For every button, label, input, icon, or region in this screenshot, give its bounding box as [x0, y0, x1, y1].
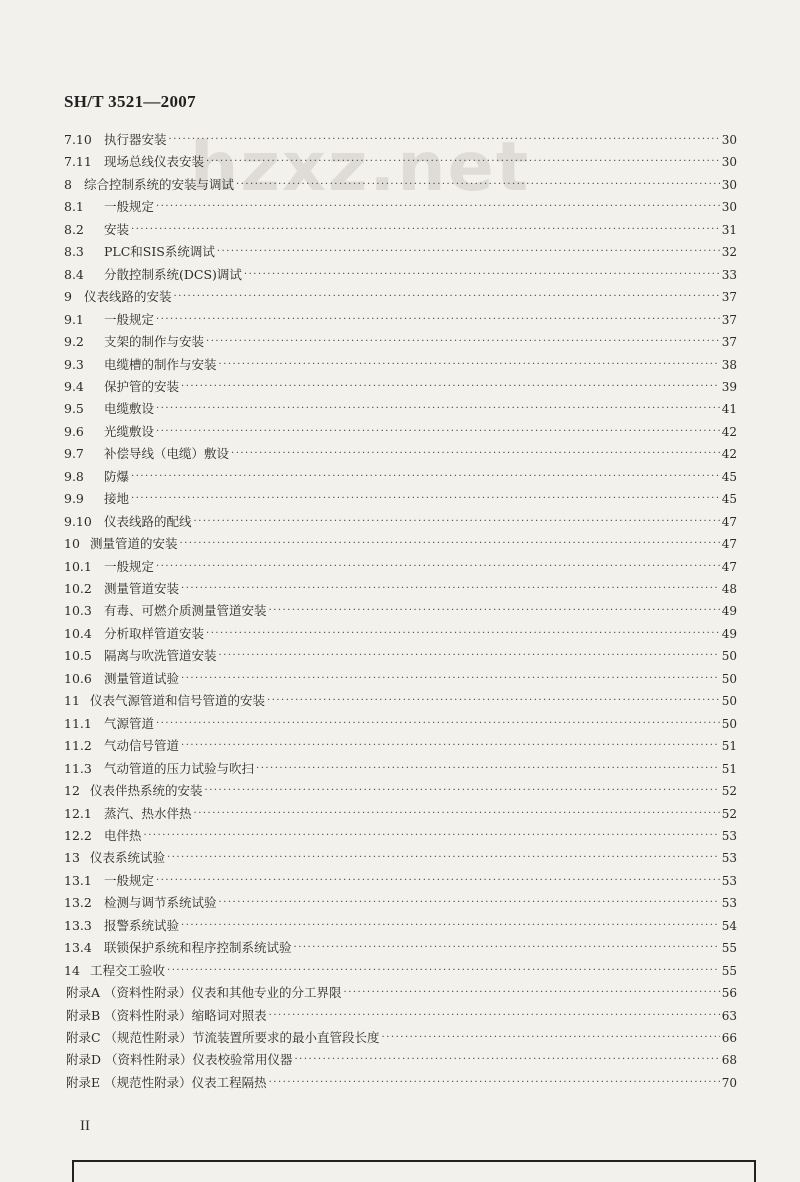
toc-entry-number: 14: [64, 962, 80, 978]
toc-dot-leader: [206, 152, 720, 172]
toc-entry-page: 68: [721, 1053, 737, 1068]
toc-entry-number: 13.4: [64, 940, 92, 956]
toc-entry-number: 8: [64, 176, 72, 192]
toc-entry-page: 38: [721, 357, 737, 372]
toc-entry-number: 9.8: [64, 468, 84, 484]
toc-entry-page: 31: [721, 222, 737, 237]
toc-entry-number: 8.3: [64, 244, 84, 260]
toc-entry-page: 55: [721, 941, 737, 956]
toc-dot-leader: [144, 826, 720, 846]
toc-entry-page: 70: [721, 1075, 737, 1090]
toc-entry-title: 电伴热: [104, 827, 142, 843]
toc-entry-page: 30: [721, 177, 737, 192]
toc-entry: [64, 1073, 737, 1093]
toc-dot-leader: [206, 624, 720, 644]
toc-dot-leader: [181, 377, 720, 397]
toc-entry-page: 39: [721, 379, 737, 394]
toc-entry-page: 50: [721, 694, 737, 709]
toc-entry-number: 8.4: [64, 266, 84, 282]
toc-entry: [64, 781, 737, 801]
toc-dot-leader: [294, 938, 720, 958]
toc-entry-title: 测量管道试验: [104, 670, 180, 686]
toc-entry-page: 30: [721, 133, 737, 147]
toc-entry-number: 11.1: [64, 715, 92, 731]
toc-entry: [64, 624, 737, 644]
toc-dot-leader: [217, 242, 720, 262]
toc-entry-number: 13: [64, 850, 80, 866]
toc-entry: [64, 579, 737, 599]
watermark: hzxz.net: [190, 128, 531, 207]
toc-dot-leader: [194, 804, 720, 824]
toc-entry-number: 10.3: [64, 603, 92, 619]
toc-entry-page: 53: [721, 851, 737, 866]
toc-dot-leader: [181, 916, 720, 936]
toc-entry-number: 13.3: [64, 917, 92, 933]
toc-entry-title: 接地: [104, 491, 130, 507]
toc-dot-leader: [344, 983, 720, 1003]
toc-entry-number: 9.4: [64, 378, 84, 394]
toc-entry: [64, 512, 737, 532]
toc-entry-page: 53: [721, 896, 737, 911]
toc-entry-number: 7.11: [64, 154, 92, 170]
toc-dot-leader: [156, 310, 720, 330]
toc-dot-leader: [244, 265, 720, 285]
toc-entry-page: 52: [721, 784, 737, 799]
toc-entry-page: 32: [721, 245, 737, 260]
toc-dot-leader: [194, 512, 720, 532]
toc-entry: [64, 399, 737, 419]
toc-entry-page: 37: [721, 290, 737, 305]
toc-dot-leader: [131, 489, 720, 509]
toc-entry-page: 45: [721, 492, 737, 507]
toc-entry-page: 42: [721, 424, 737, 439]
toc-entry: [64, 242, 737, 262]
page-number: II: [80, 1118, 90, 1134]
toc-entry-title: 有毒、可燃介质测量管道安装: [104, 603, 267, 619]
toc-dot-leader: [236, 175, 720, 195]
toc-entry-page: 37: [721, 312, 737, 327]
toc-entry-title: 仪表气源管道和信号管道的安装: [90, 693, 266, 709]
toc-entry-number: 10.1: [64, 558, 92, 574]
toc-entry-page: 66: [721, 1031, 737, 1045]
toc-entry-page: 52: [721, 806, 737, 821]
toc-dot-leader: [181, 579, 720, 599]
toc-dot-leader: [131, 467, 720, 487]
toc-entry-number: 8.2: [64, 221, 84, 237]
toc-entry-title: 支架的制作与安装: [104, 334, 205, 350]
toc-dot-leader: [205, 781, 720, 801]
toc-entry-page: 41: [721, 402, 737, 417]
toc-entry-title: 检测与调节系统试验: [104, 895, 217, 911]
toc-entry-title: 附录E （规范性附录）仪表工程隔热: [66, 1074, 267, 1090]
toc-entry-number: 10.2: [64, 581, 92, 596]
toc-entry-number: 10.5: [64, 648, 92, 664]
toc-entry: [64, 669, 737, 689]
toc-dot-leader: [231, 444, 720, 464]
toc-entry-title: 工程交工验收: [90, 962, 166, 978]
toc-entry-title: 附录C （规范性附录）节流装置所要求的最小直管段长度: [66, 1030, 380, 1045]
toc-entry: [64, 130, 737, 150]
toc-entry-page: 47: [721, 559, 737, 574]
toc-entry-number: 12.2: [64, 827, 92, 843]
toc-entry-title: 仪表线路的安装: [84, 289, 172, 305]
toc-entry-number: 10.4: [64, 625, 92, 641]
toc-entry-page: 30: [721, 155, 737, 170]
toc-entry-title: 电缆槽的制作与安装: [104, 356, 217, 372]
toc-entry-title: 仪表伴热系统的安装: [90, 783, 203, 799]
toc-entry-page: 47: [721, 537, 737, 552]
toc-entry-number: 9: [64, 289, 72, 305]
toc-dot-leader: [219, 355, 720, 375]
toc-entry-page: 45: [721, 469, 737, 484]
toc-entry-title: 气源管道: [104, 715, 155, 731]
toc-entry-number: 9.10: [64, 513, 92, 529]
toc-entry-number: 7.10: [64, 132, 92, 147]
toc-entry-title: 联锁保护系统和程序控制系统试验: [104, 940, 292, 956]
toc-entry: [64, 265, 737, 285]
toc-entry-title: 执行器安装: [104, 132, 167, 147]
toc-entry: [64, 534, 737, 554]
toc-dot-leader: [174, 287, 720, 307]
toc-entry-number: 9.6: [64, 423, 84, 439]
toc-entry-title: 一般规定: [104, 311, 155, 327]
toc-entry-title: 蒸汽、热水伴热: [104, 805, 192, 821]
standard-code-header: SH/T 3521—2007: [64, 92, 196, 111]
toc-entry-page: 49: [721, 604, 737, 619]
toc-dot-leader: [156, 197, 720, 217]
toc-entry-number: 9.9: [64, 491, 84, 507]
toc-entry: [64, 175, 737, 195]
toc-dot-leader: [156, 422, 720, 442]
toc-entry-number: 9.1: [64, 311, 84, 327]
bottom-border-box: [72, 1160, 756, 1182]
toc-dot-leader: [269, 1006, 720, 1026]
toc-entry: [64, 422, 737, 442]
toc-entry-title: PLC和SIS系统调试: [104, 244, 215, 260]
toc-entry-title: 综合控制系统的安装与调试: [84, 176, 235, 192]
toc-entry: [64, 961, 737, 981]
toc-dot-leader: [269, 1073, 720, 1093]
toc-entry-number: 8.1: [64, 199, 84, 215]
toc-entry-page: 63: [721, 1008, 737, 1023]
toc-entry: [64, 871, 737, 891]
toc-dot-leader: [295, 1050, 720, 1070]
toc-dot-leader: [156, 399, 720, 419]
toc-entry: [64, 714, 737, 734]
toc-entry-title: 气动信号管道: [104, 738, 180, 754]
toc-entry-page: 30: [721, 200, 737, 215]
toc-entry-number: 12.1: [64, 805, 92, 821]
toc-entry-title: 测量管道安装: [104, 581, 180, 596]
toc-dot-leader: [206, 332, 720, 352]
toc-entry: [64, 310, 737, 330]
toc-dot-leader: [156, 714, 720, 734]
toc-entry: [64, 736, 737, 756]
toc-entry-title: 安装: [104, 221, 130, 237]
toc-entry-number: 11.3: [64, 760, 92, 776]
toc-entry-title: 仪表系统试验: [90, 850, 166, 866]
toc-dot-leader: [167, 848, 720, 868]
toc-entry-page: 37: [721, 335, 737, 350]
toc-entry: [64, 1050, 737, 1070]
toc-entry-page: 50: [721, 649, 737, 664]
toc-entry-page: 51: [721, 761, 737, 776]
toc-entry-title: 附录A （资料性附录）仪表和其他专业的分工界限: [66, 985, 342, 1001]
toc-entry-number: 9.3: [64, 356, 84, 372]
toc-entry: [64, 287, 737, 307]
toc-entry-page: 56: [721, 986, 737, 1001]
toc-dot-leader: [267, 691, 720, 711]
toc-entry-page: 53: [721, 828, 737, 843]
toc-dot-leader: [180, 534, 720, 554]
toc-entry: [64, 759, 737, 779]
toc-entry-title: 一般规定: [104, 872, 155, 888]
toc-entry-title: 分析取样管道安装: [104, 625, 205, 641]
toc-entry-page: 50: [721, 716, 737, 731]
toc-dot-leader: [167, 961, 720, 981]
toc-entry-title: 光缆敷设: [104, 423, 155, 439]
toc-entry-number: 9.7: [64, 446, 84, 462]
toc-entry-title: 附录B （资料性附录）缩略词对照表: [66, 1007, 267, 1023]
toc-entry: [64, 197, 737, 217]
toc-entry-title: 仪表线路的配线: [104, 513, 192, 529]
toc-dot-leader: [181, 669, 720, 689]
toc-entry-page: 53: [721, 873, 737, 888]
toc-entry: [64, 152, 737, 172]
toc-entry: [64, 377, 737, 397]
toc-entry-title: 电缆敷设: [104, 401, 155, 417]
toc-entry-number: 10: [64, 536, 80, 552]
toc-entry-title: 分散控制系统(DCS)调试: [104, 266, 242, 282]
toc-entry-page: 42: [721, 447, 737, 462]
toc-entry: [64, 220, 737, 240]
toc-entry-number: 12: [64, 783, 80, 799]
toc-dot-leader: [269, 601, 720, 621]
toc-entry-title: 报警系统试验: [104, 917, 180, 933]
toc-entry: [64, 826, 737, 846]
toc-entry-number: 11.2: [64, 738, 92, 754]
toc-entry: [64, 848, 737, 868]
toc-entry-page: 50: [721, 671, 737, 686]
toc-entry-page: 51: [721, 739, 737, 754]
toc-entry-title: 气动管道的压力试验与吹扫: [104, 760, 255, 776]
toc-dot-leader: [219, 646, 720, 666]
toc-entry-title: 防爆: [104, 468, 130, 484]
toc-entry-title: 一般规定: [104, 199, 155, 215]
toc-dot-leader: [156, 557, 720, 577]
toc-entry-title: 补偿导线（电缆）敷设: [104, 446, 230, 462]
toc-entry-number: 9.2: [64, 334, 84, 350]
toc-entry-number: 11: [64, 693, 80, 709]
toc-dot-leader: [219, 893, 720, 913]
toc-entry-page: 33: [721, 267, 737, 282]
toc-entry: [64, 646, 737, 666]
toc-entry: [64, 893, 737, 913]
toc-dot-leader: [181, 736, 720, 756]
toc-entry-page: 49: [721, 626, 737, 641]
toc-entry: [64, 489, 737, 509]
toc-entry: [64, 1028, 737, 1048]
toc-entry: [64, 1006, 737, 1026]
toc-entry-title: 一般规定: [104, 558, 155, 574]
toc-dot-leader: [131, 220, 720, 240]
toc-entry: [64, 804, 737, 824]
toc-entry-title: 测量管道的安装: [90, 536, 178, 552]
toc-entry: [64, 444, 737, 464]
toc-entry: [64, 355, 737, 375]
toc-dot-leader: [382, 1028, 720, 1048]
toc-entry-page: 47: [721, 514, 737, 529]
toc-entry-title: 保护管的安装: [104, 378, 180, 394]
toc-dot-leader: [256, 759, 720, 779]
toc-entry-title: 附录D （资料性附录）仪表校验常用仪器: [66, 1052, 293, 1068]
toc-entry: [64, 938, 737, 958]
toc-dot-leader: [156, 871, 720, 891]
toc-entry-number: 10.6: [64, 670, 92, 686]
toc-entry: [64, 691, 737, 711]
toc-entry: [64, 467, 737, 487]
toc-entry: [64, 916, 737, 936]
toc-entry: [64, 601, 737, 621]
toc-entry: [64, 983, 737, 1003]
toc-entry: [64, 332, 737, 352]
toc-entry-number: 13.1: [64, 872, 92, 888]
toc-dot-leader: [169, 130, 720, 150]
toc-entry-page: 48: [721, 582, 737, 596]
toc-entry-page: 54: [721, 918, 737, 933]
toc-entry-number: 9.5: [64, 401, 84, 417]
toc-entry-title: 隔离与吹洗管道安装: [104, 648, 217, 664]
toc-entry-title: 现场总线仪表安装: [104, 154, 205, 170]
toc-entry-page: 55: [721, 963, 737, 978]
toc-entry-number: 13.2: [64, 895, 92, 911]
toc-entry: [64, 557, 737, 577]
